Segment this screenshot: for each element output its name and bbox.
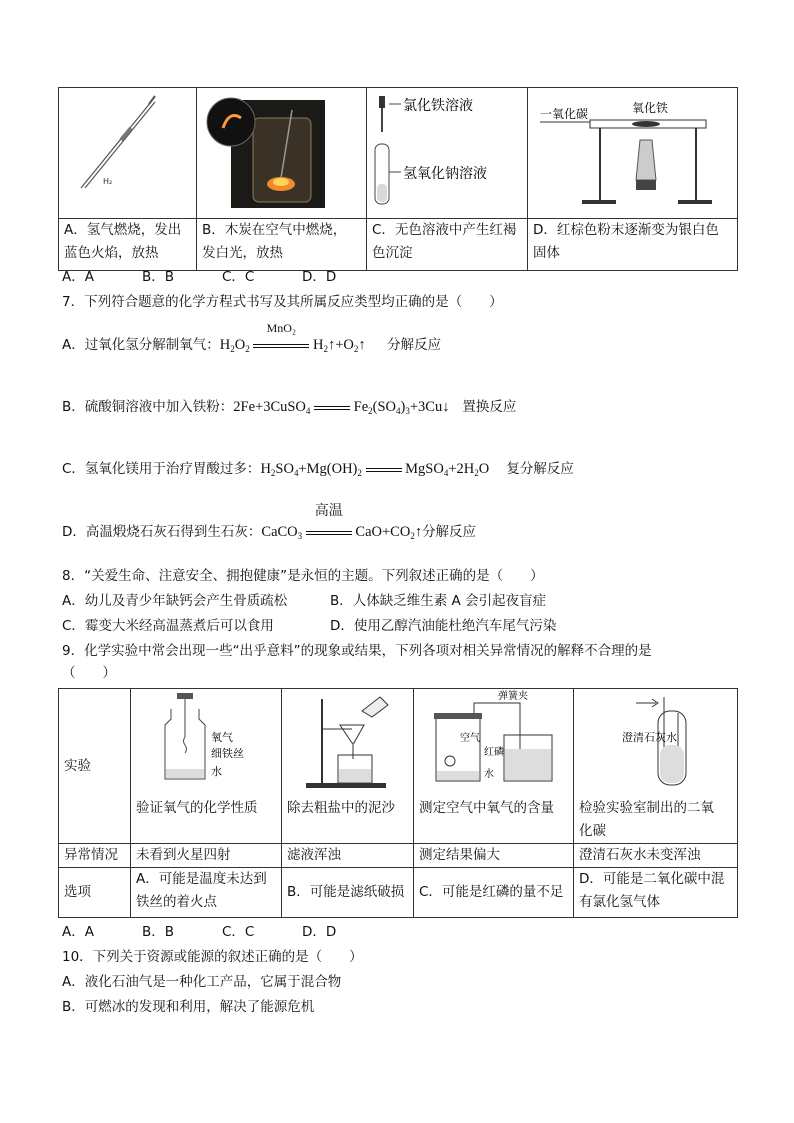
- q10-option-b[interactable]: B．可燃冰的发现和利用，解决了能源危机: [62, 999, 315, 1015]
- q8-option-a[interactable]: A．幼儿及青少年缺钙会产生骨质疏松: [62, 593, 288, 609]
- q9-exp-c-label: 测定空气中氧气的含量: [419, 800, 554, 816]
- q9-abnormal-c: 测定结果偏大: [414, 844, 574, 868]
- q9-row-label-abnormal: 异常情况: [59, 844, 131, 868]
- q6-image-b-cell: [197, 88, 367, 219]
- q10-option-a[interactable]: A．液化石油气是一种化工产品，它属于混合物: [62, 974, 342, 990]
- q9-option-a: A．可能是温度未达到 铁丝的着火点: [131, 868, 282, 918]
- q8-options-row1: [62, 591, 546, 611]
- q9-row-label-option: 选项: [59, 868, 131, 918]
- q7-option-b: B．硫酸铜溶液中加入铁粉：2Fe+3CuSO$_4$ $Fe_2(SO_4)_3+3Cu↓$ 置换反应: [62, 399, 517, 416]
- svg-text:弹簧夹: 弹簧夹: [498, 691, 528, 702]
- q9-answers: [62, 922, 382, 942]
- q9-abnormal-b: 滤液浑浊: [282, 844, 414, 868]
- high-temp-condition: 高温: [314, 504, 343, 519]
- svg-text:红磷: 红磷: [484, 747, 504, 758]
- q9-exp-d-label: 检验实验室制出的二氧 化碳: [579, 800, 714, 839]
- h2-label: H₂: [103, 177, 113, 186]
- q9-answer-a[interactable]: A．A: [62, 924, 94, 940]
- q9-table: [58, 688, 738, 918]
- ferric-chloride-image: [367, 88, 528, 210]
- q7-option-d: D．高温煅烧石灰石得到生石灰：CaCO$_3$ 高温 $CaO+CO_2↑$分解反应: [62, 504, 477, 541]
- co-reduce-fe2o3-image: [528, 88, 738, 210]
- q8-option-b[interactable]: B．人体缺乏维生素 A 会引起夜盲症: [330, 593, 547, 609]
- q7-stem: 7．下列符合题意的化学方程式书写及其所属反应类型均正确的是（ ）: [62, 294, 503, 310]
- q6-answer-d[interactable]: D．D: [302, 269, 337, 285]
- q6-option-d: D．红棕色粉末逐渐变为银白色 固体: [528, 219, 738, 271]
- q6-answer-b[interactable]: B．B: [142, 269, 175, 285]
- q8-stem: 8．“关爱生命、注意安全、拥抱健康”是永恒的主题。下列叙述正确的是（ ）: [62, 568, 544, 584]
- q6-option-b: B．木炭在空气中燃烧， 发白光，放热: [197, 219, 367, 271]
- mno2-condition: MnO₂: [266, 321, 297, 335]
- q8-options-row2: [62, 616, 556, 636]
- q6-image-c-cell: [367, 88, 528, 219]
- q9-stem: 9．化学实验中常会出现一些“出乎意料”的现象或结果，下列各项对相关异常情况的解释不合理的是: [62, 643, 652, 659]
- naoh-label: 氢氧化钠溶液: [403, 166, 487, 182]
- q8-option-c[interactable]: C．霉变大米经高温蒸煮后可以食用: [62, 618, 274, 634]
- q9-exp-b-cell: [282, 689, 414, 844]
- q9-option-d: D．可能是二氧化碳中混 有氯化氢气体: [574, 868, 738, 918]
- q6-option-a: A．氢气燃烧，发出 蓝色火焰，放热: [59, 219, 197, 271]
- q9-option-b: B．可能是滤纸破损: [282, 868, 414, 918]
- hydrogen-burning-image: [59, 88, 197, 210]
- q9-row-label-experiment: 实验: [59, 689, 131, 844]
- charcoal-burning-image: [197, 88, 367, 210]
- q8-option-d[interactable]: D．使用乙醇汽油能杜绝汽车尾气污染: [330, 618, 557, 634]
- q9-exp-a-label: 验证氧气的化学性质: [136, 800, 258, 816]
- svg-text:氧气: 氧气: [211, 731, 233, 744]
- q9-answer-d[interactable]: D．D: [302, 924, 337, 940]
- svg-text:水: 水: [211, 765, 222, 778]
- q9-abnormal-d: 澄清石灰水未变浑浊: [574, 844, 738, 868]
- phosphorus-oxygen-image: [414, 689, 573, 789]
- svg-text:细铁丝: 细铁丝: [211, 747, 244, 760]
- q6-answers: [62, 267, 382, 287]
- fecl3-label: 氯化铁溶液: [403, 98, 473, 114]
- svg-text:空气: 空气: [460, 733, 480, 744]
- limewater-label: 澄清石灰水: [622, 731, 677, 744]
- q9-option-c: C．可能是红磷的量不足: [414, 868, 574, 918]
- q6-answer-a[interactable]: A．A: [62, 269, 94, 285]
- q9-exp-a-cell: [131, 689, 282, 844]
- q6-image-a-cell: [59, 88, 197, 219]
- co-label: 一氧化碳: [540, 107, 589, 121]
- q9-exp-c-cell: [414, 689, 574, 844]
- q9-answer-c[interactable]: C．C: [222, 924, 255, 940]
- q9-exp-b-label: 除去粗盐中的泥沙: [287, 800, 395, 816]
- q6-answer-c[interactable]: C．C: [222, 269, 255, 285]
- q6-table: [58, 87, 738, 271]
- q9-stem-paren: （ ）: [62, 665, 116, 681]
- filtration-image: [282, 689, 413, 789]
- q10-stem: 10．下列关于资源或能源的叙述正确的是（ ）: [62, 949, 363, 965]
- fe2o3-label: 氧化铁: [632, 101, 669, 115]
- q9-answer-b[interactable]: B．B: [142, 924, 175, 940]
- q7-option-a: A．过氧化氢分解制氧气：$H_2O_2$ MnO₂ $H_2↑+O_2↑$ 分解反应: [62, 335, 441, 359]
- q6-option-c: C．无色溶液中产生红褐 色沉淀: [367, 219, 528, 271]
- q9-exp-d-cell: [574, 689, 738, 844]
- q9-abnormal-a: 未看到火星四射: [131, 844, 282, 868]
- iron-wire-in-oxygen-image: [131, 689, 281, 789]
- q6-image-d-cell: [528, 88, 738, 219]
- svg-text:水: 水: [484, 769, 494, 780]
- limewater-test-image: [574, 689, 737, 789]
- q7-option-c: C．氢氧化镁用于治疗胃酸过多：$H_2SO_4+Mg(OH)_2$ $MgSO_4+2H_2O$ 复分解反应: [62, 461, 574, 478]
